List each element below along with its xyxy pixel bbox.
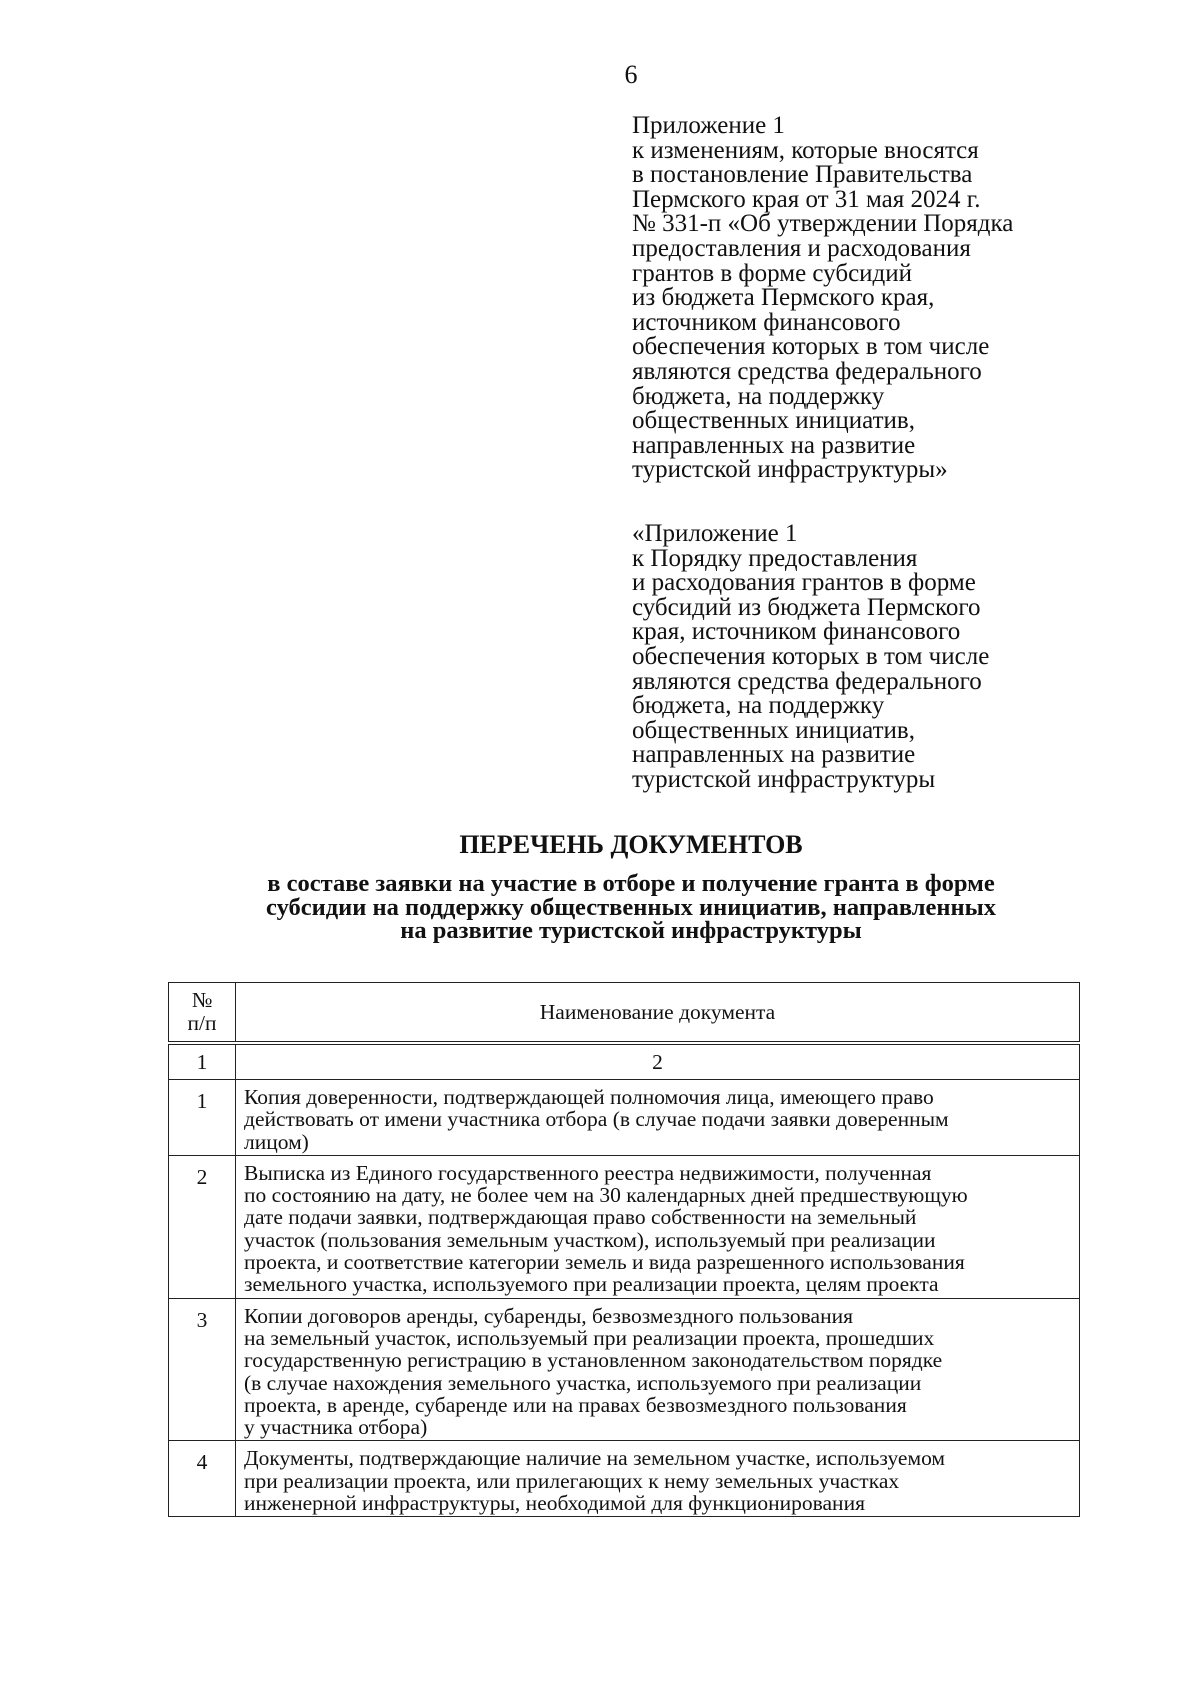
row-text-line: земельного участка, используемого при реализации проекта, целям проекта (244, 1272, 939, 1297)
appendix-header-line: предоставления и расходования (632, 234, 971, 262)
appendix-header-line: к изменениям, которые вносятся (632, 136, 979, 164)
appendix-header-line: Приложение 1 (632, 112, 785, 139)
appendix-header-line: Пермского края от 31 мая 2024 г. (632, 185, 981, 213)
appendix-header-line: в постановление Правительства (632, 161, 973, 189)
subtitle-line: в составе заявки на участие в отборе и получение гранта в форме (267, 870, 995, 897)
subtitle-line: на развитие туристской инфраструктуры (400, 917, 862, 944)
documents-table (168, 982, 1080, 1517)
document-subtitle (200, 872, 1062, 943)
row-text-line: Выписка из Единого государственного реестра недвижимости, полученная (244, 1160, 932, 1185)
row-text-line: на земельный участок, используемый при реализации проекта, прошедших (244, 1325, 935, 1350)
appendix-to-order-line: направленных на развитие (632, 741, 916, 769)
row-text-line: инженерной инфраструктуры, необходимой для функционирования (244, 1491, 865, 1516)
document-title: ПЕРЕЧЕНЬ ДОКУМЕНТОВ (459, 830, 803, 859)
table-header-row (169, 983, 1080, 1044)
column-index-number: 1 (169, 1043, 236, 1080)
table-row (169, 1441, 1080, 1517)
row-number: 1 (169, 1080, 236, 1156)
row-text-line: участок (пользования земельным участком), используемый при реализации (244, 1227, 936, 1252)
row-text-line: проекта, в аренде, субаренде или на правах безвозмездного пользования (244, 1392, 907, 1417)
table-row (169, 1298, 1080, 1441)
header-number-abbrev: п/п (187, 1011, 217, 1035)
appendix-to-order-line: туристской инфраструктуры (632, 765, 936, 793)
row-text-line: Копии договоров аренды, субаренды, безвозмездного пользования (244, 1303, 853, 1328)
row-text-line: Документы, подтверждающие наличие на земельном участке, используемом (244, 1446, 946, 1471)
appendix-header-line: источником финансового (632, 308, 901, 336)
row-number: 2 (169, 1155, 236, 1298)
row-text-line: лицом) (244, 1129, 309, 1154)
row-text-line: при реализации проекта, или прилегающих к нему земельных участках (244, 1468, 900, 1493)
table-row (169, 1080, 1080, 1156)
appendix-header-line: грантов в форме субсидий (632, 259, 913, 287)
row-text-line: Копия доверенности, подтверждающей полномочия лица, имеющего право (244, 1085, 934, 1109)
row-text-line: (в случае нахождения земельного участка, используемого при реализации (244, 1370, 922, 1395)
appendix-header-line: № 331-п «Об утверждении Порядка (632, 210, 1014, 238)
appendix-header-line: общественных инициатив, (632, 407, 915, 435)
row-text-line: по состоянию на дату, не более чем на 30 календарных дней предшествующую (244, 1183, 968, 1208)
appendix-to-order-line: субсидий из бюджета Пермского (632, 593, 981, 621)
row-text-line: проекта, и соответствие категории земель и вида разрешенного использования (244, 1250, 965, 1275)
row-document-name (236, 1298, 1080, 1441)
table-column-index-row (169, 1043, 1080, 1080)
appendix-to-order-line: являются средства федерального (632, 667, 982, 695)
appendix-to-order-block (632, 522, 1112, 793)
row-text-line: у участника отбора) (244, 1415, 428, 1440)
header-number-cell (169, 983, 236, 1044)
row-number: 3 (169, 1298, 236, 1441)
appendix-to-order-line: обеспечения которых в том числе (632, 642, 990, 670)
appendix-header-line: направленных на развитие (632, 431, 916, 459)
row-document-name (236, 1155, 1080, 1298)
appendix-header-line: являются средства федерального (632, 357, 982, 385)
appendix-header-line: бюджета, на поддержку (632, 382, 885, 410)
appendix-to-order-line: края, источником финансового (632, 618, 961, 646)
row-document-name (236, 1080, 1080, 1156)
page-number: 6 (624, 60, 638, 89)
header-number-symbol: № (191, 988, 213, 1012)
appendix-to-order-line: к Порядку предоставления (632, 544, 918, 572)
appendix-to-order-line: и расходования грантов в форме (632, 569, 976, 597)
appendix-header-line: из бюджета Пермского края, (632, 284, 935, 312)
appendix-header-line: обеспечения которых в том числе (632, 333, 990, 361)
header-name-cell: Наименование документа (236, 983, 1080, 1044)
appendix-header-block (632, 114, 1112, 483)
appendix-to-order-line: «Приложение 1 (632, 520, 798, 547)
row-text-line: действовать от имени участника отбора (в случае подачи заявки доверенным (244, 1107, 949, 1132)
subtitle-line: субсидии на поддержку общественных инициатив, направленных (266, 893, 996, 921)
table-row (169, 1155, 1080, 1298)
appendix-to-order-line: бюджета, на поддержку (632, 692, 885, 720)
appendix-to-order-line: общественных инициатив, (632, 716, 915, 744)
appendix-header-line: туристской инфраструктуры» (632, 456, 948, 484)
row-text-line: дате подачи заявки, подтверждающая право собственности на земельный (244, 1205, 917, 1230)
row-number: 4 (169, 1441, 236, 1517)
row-document-name (236, 1441, 1080, 1517)
row-text-line: государственную регистрацию в установленном законодательством порядке (244, 1348, 943, 1373)
column-index-name: 2 (236, 1043, 1080, 1080)
